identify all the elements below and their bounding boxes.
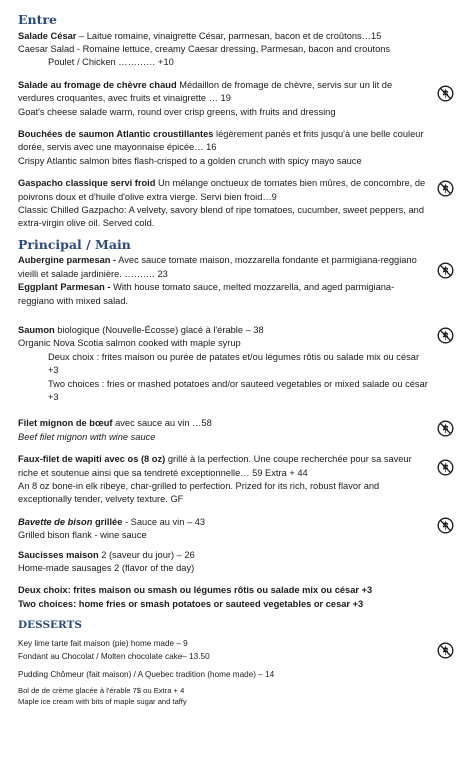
- item-name: Saumon: [18, 324, 55, 335]
- dessert-item: Key lime tarte fait maison (pie) home made – 9: [18, 638, 188, 648]
- item-extra: Poulet / Chicken ………… +10: [48, 57, 174, 68]
- sides-choices-fr: Deux choix: frites maison ou smash ou légumes rôtis ou salade mix ou césar +3: [18, 585, 373, 596]
- item-description-fr: – Laitue romaine, vinaigrette César, parmesan, bacon et de croûtons…15: [76, 30, 382, 41]
- menu-item-bison: [18, 516, 458, 543]
- item-description-en: An 8 oz bone-in elk ribeye, char-grilled to perfection. Prized for its rich, robust flavor and exceptionally tender, velvety texture. GF: [18, 480, 380, 505]
- item-description-fr: légèrement panés et frits jusqu'à une belle couleur dorée, servis avec une mayonnaise épicée… 16: [18, 128, 424, 153]
- item-name: Aubergine parmesan -: [18, 255, 117, 266]
- menu-item-salade-cesar: [18, 30, 458, 70]
- menu-item-saucisses: [18, 549, 458, 576]
- menu-item-salade-chevre: [18, 79, 458, 119]
- item-description-en: Goat's cheese salade warm, round over crisp greens, with fruits and dressing: [18, 106, 336, 117]
- section-title-entre: Entre: [18, 12, 57, 27]
- item-description-fr: Médaillon de fromage de chèvre, servis sur un lit de verdures croquantes, avec fruits et vinaigrette … 19: [18, 79, 393, 104]
- item-description-en: Organic Nova Scotia salmon cooked with maple syrup: [18, 338, 241, 349]
- item-name: Saucisses maison: [18, 549, 99, 560]
- item-choices-en: Two choices : fries or mashed potatoes and/or sauteed vegetables or mixed salade ou césar +3: [48, 378, 428, 402]
- item-name: Bavette de bison: [18, 516, 93, 527]
- no-gluten-icon: [437, 420, 454, 437]
- item-name-en: Eggplant Parmesan -: [18, 282, 111, 293]
- menu-item-gaspacho: [18, 177, 458, 231]
- dessert-item: Bol de de crème glacée à l'érable 7$ ou Extra + 4: [18, 686, 185, 696]
- no-gluten-icon: [437, 262, 454, 279]
- item-description-en: Beef filet mignon with wine sauce: [18, 431, 156, 442]
- item-description-en: Grilled bison flank - wine sauce: [18, 530, 147, 541]
- item-description-fr: avec sauce au vin …58: [112, 418, 212, 429]
- item-name-suffix: grillée: [92, 516, 123, 527]
- menu-page: [18, 14, 458, 707]
- dessert-item: Fondant au Chocolat / Molten chocolate cake– 13.50: [18, 652, 210, 662]
- no-gluten-icon: [437, 642, 454, 659]
- no-gluten-icon: [437, 517, 454, 534]
- item-description-en: Caesar Salad - Romaine lettuce, creamy Caesar dressing, Parmesan, bacon and croutons: [18, 43, 391, 54]
- item-choices-fr: Deux choix : frites maison ou purée de patates et/ou légumes rôtis ou salade mix ou césar +3: [48, 351, 420, 376]
- item-description-fr: biologique (Nouvelle-Écosse) glacé à l'érable – 38: [54, 324, 264, 335]
- section-title-desserts: DESSERTS: [18, 619, 82, 632]
- desserts-list: [18, 637, 458, 708]
- item-name: Filet mignon de bœuf: [18, 418, 113, 429]
- item-description-fr: - Sauce au vin – 43: [122, 516, 206, 527]
- item-name: Salade César: [18, 30, 77, 41]
- sides-choices-en: Two choices: home fries or smash potatoes or sauteed vegetables or cesar +3: [18, 598, 364, 609]
- no-gluten-icon: [437, 180, 454, 197]
- item-description-en: Home-made sausages 2 (flavor of the day): [18, 563, 195, 573]
- item-name: Faux-filet de wapiti avec os (8 oz): [18, 454, 166, 465]
- no-gluten-icon: [437, 327, 454, 344]
- item-name: Salade au fromage de chèvre chaud: [18, 79, 177, 90]
- item-description-en: Classic Chilled Gazpacho: A velvety, savory blend of ripe tomatoes, cucumber, sweet peppers, and extra-virgin olive oil. Served cold.: [18, 204, 425, 229]
- item-name: Bouchées de saumon Atlantic croustillantes: [18, 128, 214, 139]
- menu-item-aubergine: [18, 254, 458, 308]
- dessert-item-en: Maple ice cream with bits of maple sugar and taffy: [18, 697, 187, 707]
- item-description-en: Crispy Atlantic salmon bites flash-crisped to a golden crunch with spicy mayo sauce: [18, 155, 362, 166]
- menu-item-wapiti: [18, 453, 458, 507]
- section-title-main: Principal / Main: [18, 236, 131, 252]
- item-description-en: With house tomato sauce, melted mozzarella, and aged parmigiana-reggiano with mixed salad.: [18, 282, 395, 306]
- item-description-fr: 2 (saveur du jour) – 26: [98, 549, 195, 560]
- no-gluten-icon: [437, 85, 454, 102]
- item-description-fr: Un mélange onctueux de tomates bien mûres, de concombre, de poivrons doux et d'huile d'olive extra vierge. Servi bien froid…9: [18, 178, 426, 202]
- menu-item-saumon: [18, 324, 458, 404]
- item-description-fr: Avec sauce tomate maison, mozzarella fondante et parmigiana-reggiano vieilli et salade jardinière. ………. 23: [18, 255, 417, 279]
- no-gluten-icon: [437, 459, 454, 476]
- item-name: Gaspacho classique servi froid: [18, 178, 156, 189]
- menu-item-filet-mignon: [18, 417, 458, 444]
- dessert-item: Pudding Chômeur (fait maison) / A Quebec tradition (home made) – 14: [18, 669, 275, 679]
- menu-item-bouchees-saumon: [18, 128, 458, 168]
- item-description-fr: grillé à la perfection. Une coupe recherchée pour sa saveur riche et soutenue ainsi que sa tendreté exceptionnelle… 59 Extra + 44: [18, 454, 412, 478]
